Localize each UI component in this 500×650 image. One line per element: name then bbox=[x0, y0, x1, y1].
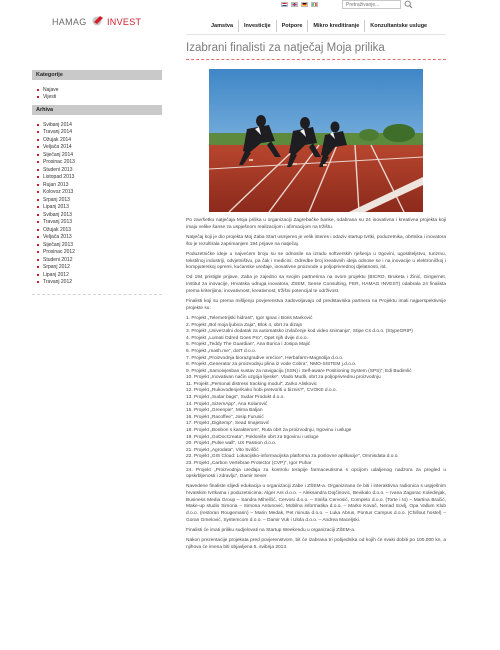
finalist-project-item: 1. Projekt „Telemetrijski hidrant“, Igor Ignac i Boris Marković bbox=[186, 315, 313, 321]
archive-item[interactable]: Veljača 2014 bbox=[37, 144, 162, 152]
finalist-project-item: 18. Projekt „Bonbon s karakterom“, Ruta obrt za proizvodnju, trgovinu i usluge bbox=[186, 428, 352, 434]
archive-item[interactable]: Srpanj 2013 bbox=[37, 196, 162, 204]
bullet-icon bbox=[37, 266, 39, 268]
archive-item[interactable]: Veljača 2013 bbox=[37, 234, 162, 242]
main-content bbox=[186, 42, 446, 555]
search-icon[interactable] bbox=[404, 0, 413, 9]
bullet-icon bbox=[37, 161, 39, 163]
finalist-project-item: 23. Projekt „Carbon Vertebrae Protector (CVP)“, Igor Puhar bbox=[186, 461, 312, 466]
article-paragraph: Navedene finaliste slijedi edukacija u organizaciji Zabe i ZŠEM-a. Organizirana će biti i interaktivna radionica s uspješnim hrvatskim tvrtkama i poduzetnicima: Alger Ars d.o.o. – Aleksandra Dojčinovic, Bevikalo d.o.o. – Ivana Zagorac Koledinjak, Business Media Group – Sandra Mihelčić, Cervosi d.o.o. – Siniša Cervosić, Competo d.o.o. (Torte i to) – Martina Bračić, Make-up studio Simona – Simona Antunović, Mobilna informatika d.o.o. – Marko Kovač, Nenad Sovlj, Opa Vallum Klub d.o.o. (restoran Rougemarin) – Marin Medak, Pet minuta d.o.o. – Luka Abrus, Pontus Campus d.o.o. (Chillout hostel) – Goran Gmelović, Systemcom d.o.o. – Damir Vuk i Ulola d.o.o. – Andrea Maceljski. bbox=[186, 484, 446, 523]
archive-item[interactable]: Prosinac 2012 bbox=[37, 249, 162, 257]
finalist-project-item: 22. Projekt „GIS Cloud: Lokacijsko-informacijska platforma za poslovne aplikacije“, Omnisdata d.o.o. bbox=[186, 454, 399, 460]
article-paragraph: Poduzetničke ideje u najvećem broju su se odnosile na izradu softverskih rješenja u trgovini, ugostiteljstvu, turizmu, tekstilnoj industriji, odvjetništvu, pa čak i medicini. Odredbe broj kreativnih ideja odnose se i na inovacije u elektroničkoj i kompjuterskoj opremi, kućanske uređaje, inovativne proizvode u poljoprivrednoj djelatnosti, itd. bbox=[186, 251, 446, 271]
bullet-icon bbox=[37, 96, 39, 98]
finalist-project-item: 3. Projekt „Univerzalni dodatak za automatsko izvlačenje kod video snimanja“, Stipe Cs d.o.o. (StypeGRIP) bbox=[186, 329, 413, 335]
finalist-project-item: 21. Projekt „Agrodata“, Vito Svilčić bbox=[186, 447, 259, 453]
article-paragraph: Po završetku natječaja Moja prilika u organizaciji Zagrebačke banke, odabrana su 24 inovativna i kreativna projekta koji imaju velike šanse za uspješnom realizacijom i afirmacijom na tržištu. bbox=[186, 218, 446, 230]
finalist-project-item: 5. Projekt „Teddy The Guardian“, Ana Burica i Josipa Majić bbox=[186, 342, 311, 348]
finalist-project-item: 17. Projekt „Digitemp“, Sead Imajetović bbox=[186, 421, 270, 427]
archive-item[interactable]: Travanj 2014 bbox=[37, 129, 162, 137]
archive-item[interactable]: Studeni 2012 bbox=[37, 256, 162, 264]
archive-item[interactable]: Lipanj 2013 bbox=[37, 204, 162, 212]
sidebar bbox=[32, 70, 162, 303]
bullet-icon bbox=[37, 229, 39, 231]
category-item[interactable]: Najave bbox=[37, 86, 162, 94]
archive-item[interactable]: Kolovoz 2013 bbox=[37, 189, 162, 197]
archive-item[interactable]: Svibanj 2014 bbox=[37, 121, 162, 129]
article-paragraph: Natječaj koji je dio projekta Moj Zaba Start usmjeren je velik interes i odaziv startup tvrtki, poduzetnika, obrtnika i inovatora što je rezultirala zaprimanjem 194 prijave na natječaj. bbox=[186, 234, 446, 247]
finalist-project-item: 4. Projekt „Lumati Odred Goes Pro“, Opet njih dvije d.o.o. bbox=[186, 335, 308, 341]
article-title: Izabrani finalisti za natječaj Moja prilika bbox=[186, 42, 385, 54]
bullet-icon bbox=[37, 89, 39, 91]
flag-de-icon[interactable] bbox=[301, 2, 308, 7]
bullet-icon bbox=[37, 206, 39, 208]
article-paragraph: Nakon prezentacije projekata pred povjerenstvom, bit će izabrana tri pobjednika od kojih će svaki dobiti po 100.000 kn, a njihova će imena biti objavljena 5. svibnja 2013. bbox=[186, 538, 446, 550]
bullet-icon bbox=[37, 244, 39, 246]
bullet-icon bbox=[37, 191, 39, 193]
bullet-icon bbox=[37, 139, 39, 141]
finalist-project-item: 14. Projekt „SizemApp“, Ana Kolarović bbox=[186, 401, 268, 407]
bullet-icon bbox=[37, 169, 39, 171]
nav-mikro-kreditiranje[interactable]: Mikro kreditiranje bbox=[307, 20, 364, 32]
archive-item[interactable]: Siječanj 2014 bbox=[37, 151, 162, 159]
hamag-invest-logo[interactable] bbox=[52, 14, 150, 32]
article-hero-image bbox=[209, 69, 423, 212]
bullet-icon bbox=[37, 154, 39, 156]
flag-it-icon[interactable] bbox=[311, 2, 318, 7]
archive-item[interactable]: Svibanj 2013 bbox=[37, 211, 162, 219]
bullet-icon bbox=[37, 146, 39, 148]
bullet-icon bbox=[37, 259, 39, 261]
bullet-icon bbox=[37, 199, 39, 201]
nav-potpore[interactable]: Potpore bbox=[276, 20, 308, 32]
language-switcher bbox=[281, 2, 318, 8]
finalist-project-item: 20. Projekt „Pulse wall“, UX Passion d.o.o. bbox=[186, 441, 277, 447]
categories-list bbox=[32, 80, 162, 105]
nav-investicije[interactable]: Investicije bbox=[238, 20, 276, 32]
finalist-project-item: 12. Projekt „Rukovođenje/Kako hobi pretvoriti u biznis?“, CVOKE d.o.o. bbox=[186, 388, 337, 394]
bullet-icon bbox=[37, 251, 39, 253]
article-paragraph: Finalisti koji su prema mišljenju povjerenstva zadovoljavaju od predstavnika partnera na Projektu imali najperspektivnije projekte su: bbox=[186, 299, 446, 311]
header-divider bbox=[186, 34, 446, 35]
bullet-icon bbox=[37, 274, 39, 276]
archive-item[interactable]: Srpanj 2012 bbox=[37, 264, 162, 272]
title-divider bbox=[186, 59, 446, 60]
archive-item[interactable]: Listopad 2013 bbox=[37, 174, 162, 182]
bullet-icon bbox=[37, 176, 39, 178]
archive-list bbox=[32, 115, 162, 290]
finalist-project-item: 10. Projekt „Inovativan način uzgoja lijeske“, Vlado Mudli, obrt za poljoprivrednu proizvodnju bbox=[186, 375, 381, 381]
finalist-project-item: 15. Projekt „Greenpie“, Mirna Baljan bbox=[186, 408, 263, 414]
archive-item[interactable]: Travanj 2012 bbox=[37, 279, 162, 287]
finalist-project-item: 6. Projekt „mash.me“, dotT d.o.o. bbox=[186, 348, 257, 354]
bullet-icon bbox=[37, 281, 39, 283]
archive-item[interactable]: Ožujak 2014 bbox=[37, 136, 162, 144]
sidebar-divider bbox=[32, 294, 162, 295]
nav-konzultantske-usluge[interactable]: Konzultantske usluge bbox=[364, 20, 432, 32]
flag-en-icon[interactable] bbox=[291, 2, 298, 7]
finalist-project-item: 19. Projekt „GoDocCreata“, Pokloniše obrt za trgovinu i usluge bbox=[186, 434, 319, 440]
article-body bbox=[186, 218, 446, 552]
article-paragraph: Finalisti će imati priliku sudjelovati na Startup Weekendu u organizaciji ZŠEM-a. bbox=[186, 528, 356, 533]
archive-item[interactable]: Ožujak 2013 bbox=[37, 226, 162, 234]
finalist-project-item: 16. Projekt „Racoffee“, Josip Furunić bbox=[186, 414, 264, 420]
archive-item[interactable]: Travanj 2013 bbox=[37, 219, 162, 227]
finalist-projects-list bbox=[186, 316, 446, 481]
main-navigation bbox=[206, 20, 432, 32]
archive-item[interactable]: Rujan 2013 bbox=[37, 181, 162, 189]
archive-item[interactable]: Lipanj 2012 bbox=[37, 271, 162, 279]
finalist-project-item: 8. Projekt „Generator za proizvodnju plina iz vode Cobra“, NMO-SISTEM j.d.o.o. bbox=[186, 362, 357, 368]
logo-text-invest: INVEST bbox=[107, 17, 142, 27]
finalist-project-item: 13. Projekt „Sudar bags“, Sudar Produkt d.o.o. bbox=[186, 395, 285, 401]
finalist-project-item: 24. Projekt „Proizvodnja uređaja za kontrolu terapije farmaceutisma s opcijom udaljenog nadzora za pregled u opskrbljenosti i zdravlju“, Damir Sever bbox=[186, 467, 446, 480]
archive-item[interactable]: Prosinac 2013 bbox=[37, 159, 162, 167]
bullet-icon bbox=[37, 221, 39, 223]
archive-item[interactable]: Siječanj 2013 bbox=[37, 241, 162, 249]
finalist-project-item: 2. Projekt „Bol moja ljubica Zaja“, Blok 4, obrt za dizajn bbox=[186, 322, 303, 328]
nav-jamstva[interactable]: Jamstva bbox=[211, 23, 234, 29]
category-item[interactable]: Vijesti bbox=[37, 94, 162, 102]
bullet-icon bbox=[37, 131, 39, 133]
finalist-project-item: 7. Projekt „Proizvodnja biorazgradive vrećice“, Herbafarm-Magnolija d.o.o. bbox=[186, 355, 344, 361]
article-paragraph: Od 194 pristigle prijave, Zaba je zajedno sa svojim partnerima na ovom projektu (BICRO, Bruketa i Žinić, Gingernet, Institut za inovacije, Hrvatska udruga inovatora, ZSEM, Sense Consulting, FER, HAMAG INVEST) odabrala 24 finalista prema kriterijima: inovativnost, kreativnost, tržišni potencijal te održivost. bbox=[186, 275, 446, 294]
bullet-icon bbox=[37, 184, 39, 186]
archive-item[interactable]: Studeni 2013 bbox=[37, 166, 162, 174]
archive-heading: Arhiva bbox=[32, 105, 162, 115]
logo-text-hamag: HAMAG bbox=[52, 17, 87, 27]
flag-hr-icon[interactable] bbox=[281, 2, 288, 7]
categories-heading: Kategorije bbox=[32, 70, 162, 80]
finalist-project-item: 9. Projekt „Samoivjesban sustav za navigaciju (SSN) i Self-aware Positioning System (SPS)“, Edi Budimlić bbox=[186, 368, 412, 374]
bullet-icon bbox=[37, 124, 39, 126]
finalist-project-item: 11. Projekt „Personal distress tracking modul“, Zarko Aliskovic bbox=[186, 381, 318, 387]
bullet-icon bbox=[37, 214, 39, 216]
bullet-icon bbox=[37, 236, 39, 238]
logo-mark-icon bbox=[91, 14, 105, 26]
search-input[interactable] bbox=[342, 0, 401, 9]
